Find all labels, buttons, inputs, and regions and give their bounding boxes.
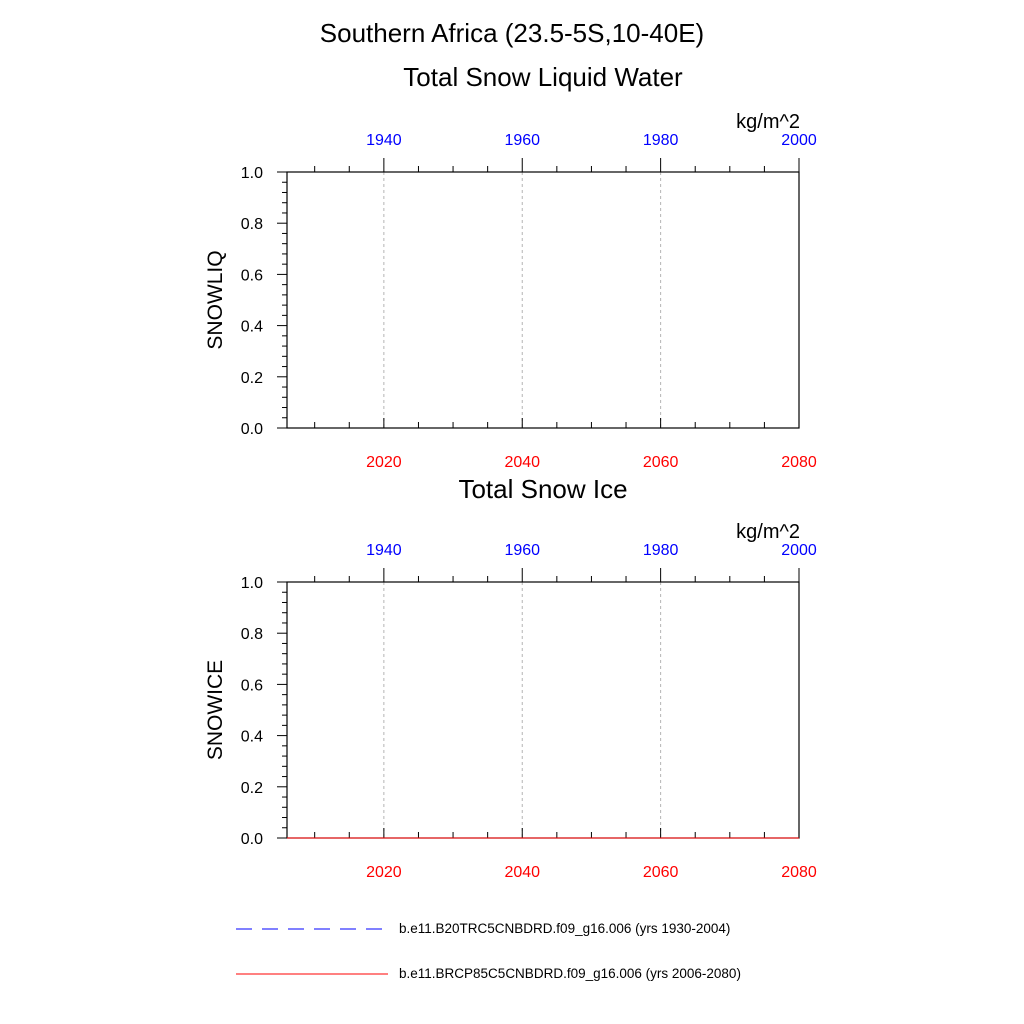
top-axis-tick-label: 2000 xyxy=(781,542,817,559)
top-axis-tick-label: 1980 xyxy=(642,132,679,149)
y-axis-label: SNOWLIQ xyxy=(204,250,227,350)
chart-panels xyxy=(204,62,817,881)
y-axis-tick-label: 0.0 xyxy=(240,421,263,438)
y-axis-tick-label: 1.0 xyxy=(240,575,263,592)
top-axis-tick-label: 2000 xyxy=(781,132,817,149)
top-axis-tick-label: 1980 xyxy=(642,542,679,559)
y-axis-tick-label: 0.4 xyxy=(240,318,263,336)
top-axis-tick-label: 1940 xyxy=(366,132,402,149)
bottom-axis-tick-label: 2020 xyxy=(366,864,402,881)
legend-label-1: b.e11.B20TRC5CNBDRD.f09_g16.006 (yrs 1930-2004) xyxy=(399,921,731,936)
chart-panel-2 xyxy=(204,474,817,881)
bottom-axis-tick-label: 2040 xyxy=(504,454,541,471)
chart-title: Total Snow Liquid Water xyxy=(403,62,683,92)
y-axis-tick-label: 0.0 xyxy=(240,831,263,848)
top-axis-tick-label: 1960 xyxy=(504,542,541,559)
bottom-axis-tick-label: 2080 xyxy=(781,454,817,471)
y-axis-tick-label: 0.2 xyxy=(240,369,263,387)
legend-label-2: b.e11.BRCP85C5CNBDRD.f09_g16.006 (yrs 2006-2080) xyxy=(399,966,741,981)
y-axis-tick-label: 1.0 xyxy=(240,165,263,182)
bottom-axis-tick-label: 2060 xyxy=(642,454,679,471)
top-axis-tick-label: 1960 xyxy=(504,132,541,149)
plot-frame xyxy=(287,582,799,838)
y-axis-label: SNOWICE xyxy=(204,659,227,761)
y-axis-tick-label: 0.6 xyxy=(240,677,263,695)
y-axis-tick-label: 0.8 xyxy=(240,216,263,234)
y-axis-tick-label: 0.6 xyxy=(240,267,263,285)
bottom-axis-tick-label: 2020 xyxy=(366,454,402,471)
units-label: kg/m^2 xyxy=(736,111,800,133)
y-axis-tick-label: 0.2 xyxy=(240,779,263,797)
units-label: kg/m^2 xyxy=(736,521,800,543)
figure-title: Southern Africa (23.5-5S,10-40E) xyxy=(319,18,705,48)
chart-panel-1 xyxy=(204,62,817,471)
y-axis-tick-label: 0.4 xyxy=(240,728,263,746)
y-axis-tick-label: 0.8 xyxy=(240,626,263,644)
bottom-axis-tick-label: 2040 xyxy=(504,864,541,881)
bottom-axis-tick-label: 2060 xyxy=(642,864,679,881)
top-axis-tick-label: 1940 xyxy=(366,542,402,559)
legend xyxy=(236,921,741,981)
chart-title: Total Snow Ice xyxy=(458,474,628,504)
bottom-axis-tick-label: 2080 xyxy=(781,864,817,881)
plot-frame xyxy=(287,172,799,428)
